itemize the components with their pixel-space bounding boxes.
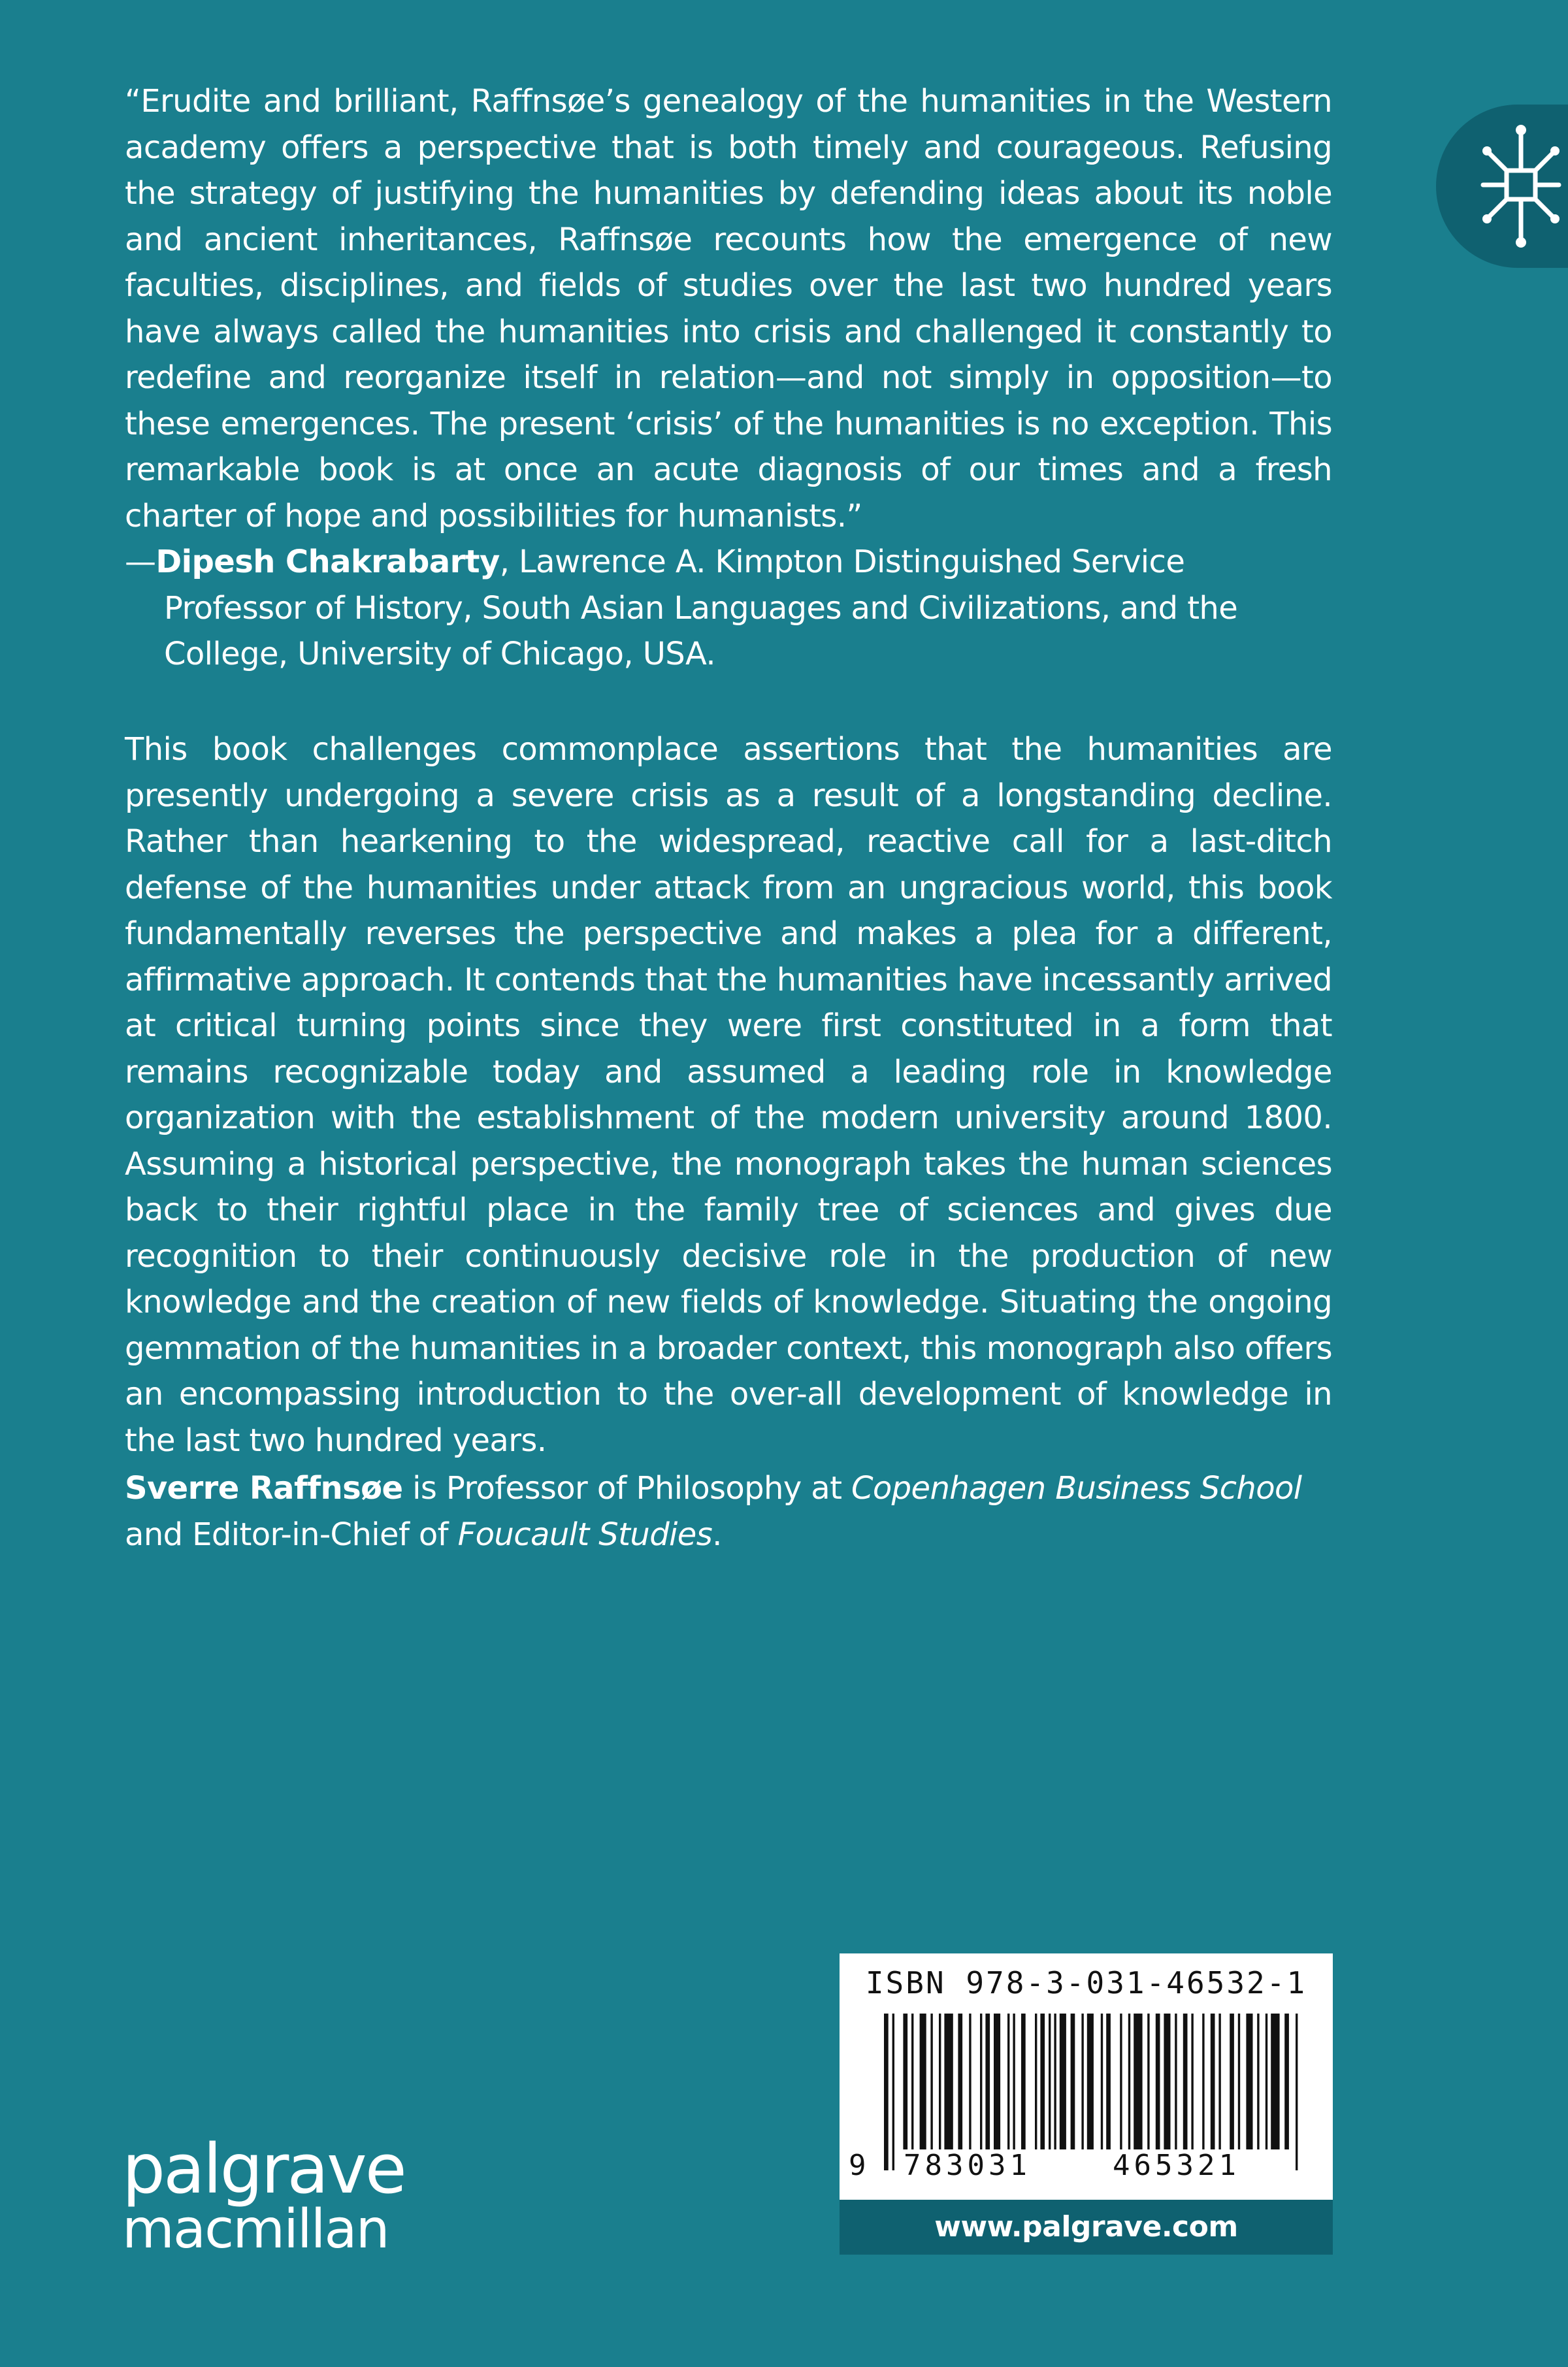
barcode-bar bbox=[969, 2014, 971, 2149]
attribution-dash: — bbox=[125, 544, 156, 580]
isbn-barcode bbox=[840, 1953, 1333, 2200]
barcode-bar bbox=[1147, 2014, 1149, 2149]
endorsement-quote bbox=[125, 78, 1332, 677]
barcode-bar bbox=[1175, 2014, 1177, 2149]
barcode-bar bbox=[1211, 2014, 1215, 2149]
barcode-bar bbox=[985, 2014, 990, 2149]
barcode-bar bbox=[944, 2014, 953, 2149]
barcode-bar bbox=[958, 2014, 962, 2149]
barcode-bar bbox=[1087, 2014, 1094, 2149]
isbn-label: ISBN 978-3-031-46532-1 bbox=[865, 1965, 1307, 2000]
barcode-bar bbox=[1164, 2014, 1170, 2170]
journal-name: Foucault Studies bbox=[457, 1516, 713, 1553]
palgrave-network-icon bbox=[1480, 122, 1561, 250]
barcode-bar bbox=[994, 2014, 1000, 2149]
barcode-bar bbox=[1266, 2014, 1267, 2149]
bio-text-1: is Professor of Philosophy at bbox=[402, 1470, 851, 1507]
barcode-bar bbox=[1156, 2014, 1160, 2170]
barcode-bar bbox=[1049, 2014, 1051, 2149]
barcode-bar bbox=[1021, 2014, 1026, 2149]
barcode-bar bbox=[930, 2014, 932, 2149]
barcode-digit-first: 9 bbox=[849, 2149, 870, 2182]
publisher-logo bbox=[122, 2129, 405, 2261]
barcode-bar bbox=[1128, 2014, 1130, 2149]
barcode-bar bbox=[1106, 2014, 1111, 2149]
barcode-bar bbox=[920, 2014, 926, 2149]
barcode-bar bbox=[980, 2014, 982, 2149]
barcode-bar bbox=[1238, 2014, 1240, 2149]
quote-attribution bbox=[125, 539, 1332, 677]
barcode-bar bbox=[884, 2014, 889, 2170]
quote-text: “Erudite and brilliant, Raffnsøe’s genealogy of the humanities in the Western academy offers a perspective that is both timely and courageous. Refusing the strategy of justifying the humanities by defending ideas about its noble and ancient inheritances, Raffnsøe recounts how the emergence of new faculties, disciplines, and fields of studies over the last two hundred years have always called the humanities into crisis and challenged it constantly to redefine and reorganize itself in relation—and not simply in opposition—to these emergences. The present ‘crisis’ of the humanities is no exception. This remarkable book is at once an acute diagnosis of our times and a fresh charter of hope and possibilities for humanists.” bbox=[125, 83, 1332, 534]
barcode-bar bbox=[939, 2014, 941, 2149]
barcode-bar bbox=[1071, 2014, 1075, 2149]
barcode-digits-right: 465321 bbox=[1113, 2149, 1240, 2182]
barcode-bar bbox=[1013, 2014, 1015, 2149]
barcode-bar bbox=[1284, 2014, 1289, 2149]
barcode-bar bbox=[1191, 2014, 1193, 2149]
barcode-bar bbox=[1054, 2014, 1056, 2149]
barcode-bar bbox=[1035, 2014, 1037, 2149]
barcode-bar bbox=[1007, 2014, 1009, 2149]
barcode-bar bbox=[892, 2014, 894, 2170]
description-text: This book challenges commonplace assertions that the humanities are presently undergoing a severe crisis as a result of a longstanding decline. Rather than hearkening to the widespread, reactive call for a last-ditch defense of the humanities under attack from an ungracious world, this book fundamentally reverses the perspective and makes a plea for a different, affirmative approach. It contends that the humanities have incessantly arrived at critical turning points since they were first constituted in a form that remains recognizable today and assumed a leading role in knowledge organization with the establishment of the modern university around 1800. Assuming a historical perspective, the monograph takes the human sciences back to their rightful place in the family tree of sciences and gives due recognition to their continuously decisive role in the production of new knowledge and the creation of new fields of knowledge. Situating the ongoing gemmation of the humanities in a broader context, this monograph also offers an encompassing introduction to the over-all development of knowledge in the last two hundred years. bbox=[125, 731, 1332, 1459]
barcode-bar bbox=[1134, 2014, 1142, 2149]
barcode-bar bbox=[1271, 2014, 1279, 2149]
barcode-bar bbox=[1296, 2014, 1298, 2170]
book-description bbox=[125, 726, 1332, 1463]
barcode-digits-left: 783031 bbox=[904, 2149, 1031, 2182]
barcode-bar bbox=[1257, 2014, 1259, 2149]
publisher-name-line1: palgrave bbox=[122, 2129, 405, 2209]
barcode-bar bbox=[1218, 2014, 1220, 2149]
barcode-bars bbox=[870, 2014, 1314, 2170]
author-name: Sverre Raffnsøe bbox=[125, 1470, 403, 1507]
quote-affiliation: , Lawrence A. Kimpton Distinguished Service Professor of History, South Asian Languages and Civilizations, and the College, University of Chicago, USA. bbox=[164, 544, 1238, 672]
publisher-name-line2: macmillan bbox=[122, 2198, 389, 2261]
author-bio bbox=[125, 1465, 1332, 1558]
bio-text-2: and Editor-in-Chief of bbox=[125, 1516, 458, 1553]
barcode-bar bbox=[1081, 2014, 1083, 2149]
barcode-bar bbox=[1101, 2014, 1103, 2149]
barcode-bar bbox=[1060, 2014, 1066, 2149]
bio-text-3: . bbox=[712, 1516, 722, 1553]
palgrave-corner-logo bbox=[1436, 105, 1568, 268]
barcode-bar bbox=[903, 2014, 907, 2149]
barcode-bar bbox=[1040, 2014, 1045, 2149]
barcode-bar bbox=[1183, 2014, 1188, 2149]
barcode-bar bbox=[1120, 2014, 1122, 2149]
barcode-bar bbox=[911, 2014, 913, 2149]
quote-author: Dipesh Chakrabarty bbox=[155, 544, 500, 580]
author-institution: Copenhagen Business School bbox=[851, 1470, 1302, 1507]
barcode-bar bbox=[1202, 2014, 1204, 2149]
barcode-bar bbox=[1246, 2014, 1252, 2149]
publisher-url[interactable]: www.palgrave.com bbox=[840, 2200, 1333, 2255]
barcode-bar bbox=[1230, 2014, 1234, 2149]
